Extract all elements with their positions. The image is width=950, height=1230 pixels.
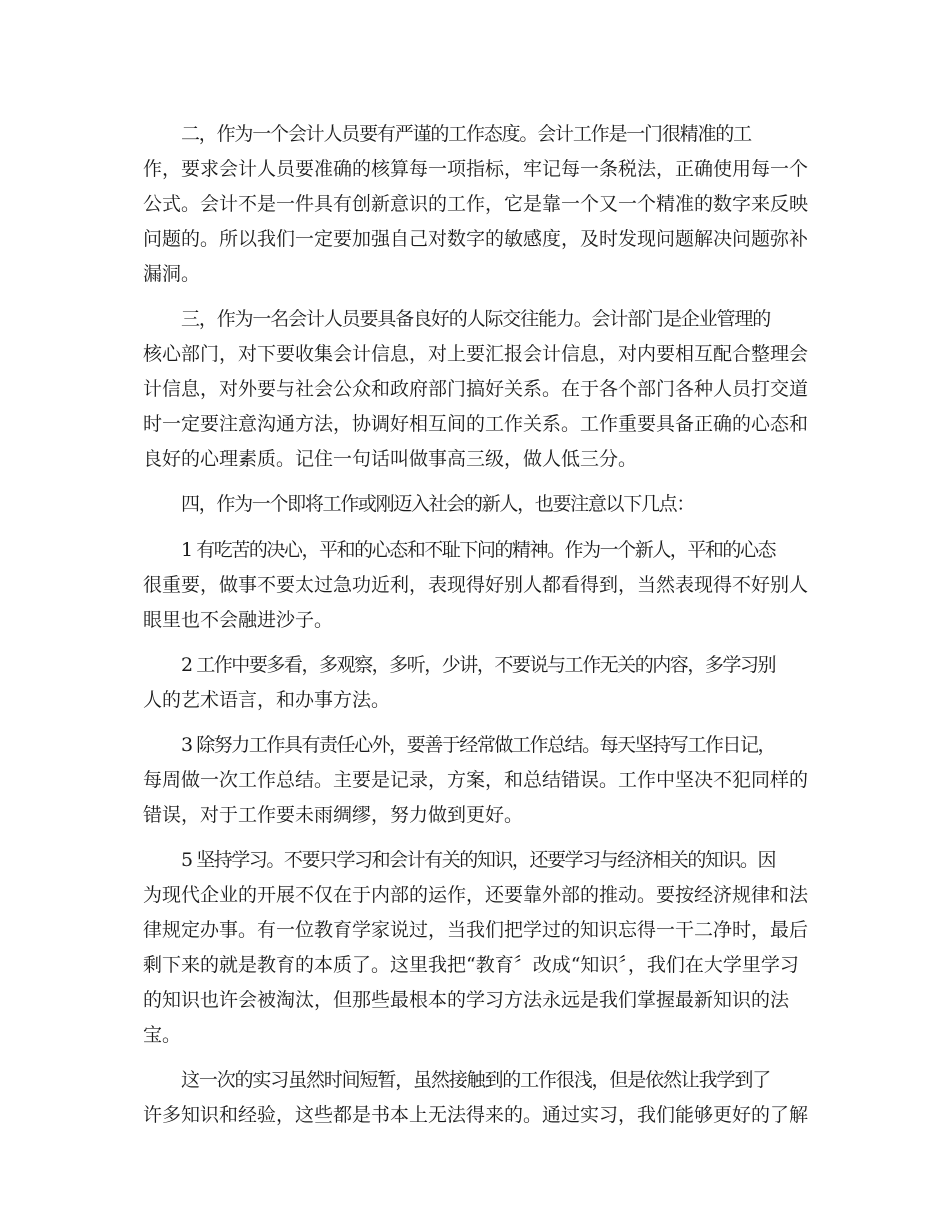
paragraph-communication [143, 302, 813, 477]
paragraph-point-5 [143, 843, 813, 1053]
text-line: 很重要，做事不要太过急功近利，表现得好别人都看得到，当然表现得不好别人 [143, 573, 809, 596]
text-line: 律规定办事。有一位教育学家说过，当我们把学过的知识忘得一干二净时，最后 [143, 919, 809, 942]
text-line: 每周做一次工作总结。主要是记录，方案，和总结错误。工作中坚决不犯同样的 [143, 768, 809, 791]
text-line: 5 坚持学习。不要只学习和会计有关的知识，还要学习与经济相关的知识。因 [181, 849, 776, 872]
text-line: 许多知识和经验，这些都是书本上无法得来的。通过实习，我们能够更好的了解 [143, 1104, 809, 1127]
text-line: 计信息，对外要与社会公众和政府部门搞好关系。在于各个部门各种人员打交道 [143, 378, 809, 401]
text-line: 眼里也不会融进沙子。 [143, 608, 334, 631]
text-line: 问题的。所以我们一定要加强自己对数字的敏感度，及时发现问题解决问题弥补 [143, 228, 809, 250]
text-line: 良好的心理素质。记住一句话叫做事高三级，做人低三分。 [143, 448, 638, 471]
text-line: 为现代企业的开展不仅在于内部的运作，还要靠外部的推动。要按经济规律和法 [143, 884, 809, 907]
text-line: 三，作为一名会计人员要具备良好的人际交往能力。会计部门是企业管理的 [181, 308, 771, 331]
text-line: 宝。 [143, 1024, 182, 1047]
text-line: 人的艺术语言，和办事方法。 [143, 688, 391, 711]
paragraph-point-1 [143, 533, 813, 638]
text-line: 2 工作中要多看，多观察，多听，少讲，不要说与工作无关的内容，多学习别 [181, 653, 776, 676]
text-line: 二，作为一个会计人员要有严谨的工作态度。会计工作是一门很精准的工 [181, 123, 751, 145]
text-line: 作，要求会计人员要准确的核算每一项指标，牢记每一条税法，正确使用每一个 [143, 158, 809, 180]
text-line: 公式。会计不是一件具有创新意识的工作，它是靠一个又一个精准的数字来反映 [143, 193, 809, 215]
text-line: 剩下来的就是教育的本质了。这里我把“教育〞改成“知识〞，我们在大学里学习 [143, 954, 799, 977]
text-line: 这一次的实习虽然时间短暂，虽然接触到的工作很浅，但是依然让我学到了 [181, 1069, 771, 1092]
text-line: 时一定要注意沟通方法，协调好相互间的工作关系。工作重要具备正确的心态和 [143, 413, 809, 436]
text-line: 错误，对于工作要未雨绸缪，努力做到更好。 [143, 803, 524, 826]
paragraph-point-2 [143, 648, 813, 718]
paragraph-point-3 [143, 728, 813, 833]
text-line: 四，作为一个即将工作或刚迈入社会的新人，也要注意以下几点： [181, 493, 695, 516]
paragraph-internship-summary [143, 1063, 813, 1133]
text-line: 3 除努力工作具有责任心外，要善于经常做工作总结。每天坚持写工作日记， [181, 733, 776, 756]
text-line: 1 有吃苦的决心，平和的心态和不耻下问的精神。作为一个新人，平和的心态 [181, 538, 776, 561]
paragraph-newcomer-intro [143, 487, 813, 522]
document-body [143, 117, 813, 1144]
text-line: 核心部门，对下要收集会计信息，对上要汇报会计信息，对内要相互配合整理会 [143, 343, 809, 366]
text-line: 的知识也许会被淘汰，但那些最根本的学习方法永远是我们掌握最新知识的法 [143, 989, 790, 1012]
paragraph-attitude [143, 117, 813, 292]
text-line: 漏洞。 [143, 263, 201, 285]
